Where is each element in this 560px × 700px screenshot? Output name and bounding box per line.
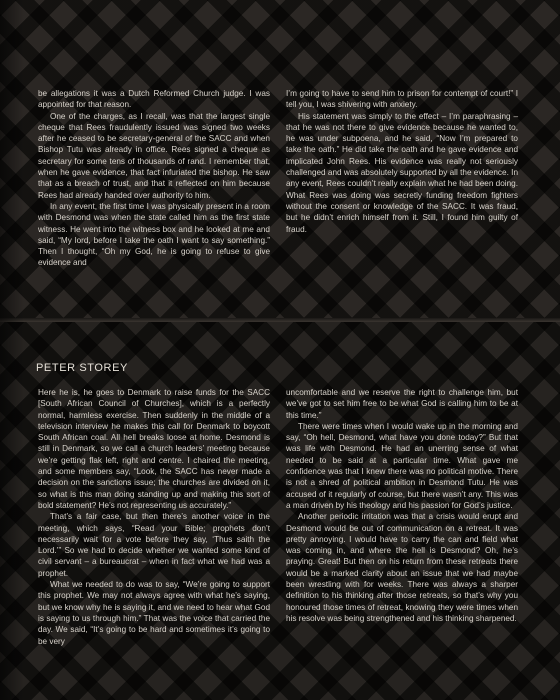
paragraph: There were times when I would wake up in the morning and say, “Oh hell, Desmond, what have you done today?” But that was life with Desmond. He had an unerring sense of what needed to be said at a particular time. What gave me confidence was that I knew there was no political motive. There is not a shred of political ambition in Desmond Tutu. He was accused of it regularly of course, but there wasn’t any. This was a man driven by his theology and his passion for God’s justice. <box>286 421 518 510</box>
book-spine-shadow <box>0 0 24 700</box>
paragraph: Another periodic irritation was that a crisis would erupt and Desmond would be out of communication on a retreat. It was pretty annoying. I would have to carry the can and field what was coming in, and where the hell is Desmond? Oh, he’s praying. Great! But then on his return from these retreats there would be a marked clarity about an issue that we had maybe been wrestling with for weeks. There was always a sharper definition to his thinking after those retreats, so that’s why you honoured those times of retreat, knowing they were times when his resolve was being strengthened and his thinking sharpened. <box>286 512 518 623</box>
bottom-page-panel <box>0 322 560 700</box>
paragraph: Here he is, he goes to Denmark to raise funds for the SACC [South African Council of Churches], which is a perfectly normal, harmless exercise. Then suddenly in the middle of a television interview he makes this call for Denmark to boycott South African coal. All hell breaks loose at home. Desmond is still in Denmark, so we call a church leaders’ meeting because we’re getting flak left, right and centre. I chaired the meeting, and some members say, “Look, the SACC has never made a decision on the sanctions issue; the churches are divided on it, so what is this man doing standing up and making this sort of bold statement? He’s not representing us accurately.” <box>38 388 270 510</box>
paragraph: be allegations it was a Dutch Reformed Church judge. I was appointed for that reason. <box>38 89 270 110</box>
paragraph: uncomfortable and we reserve the right to challenge him, but we’ve got to set him free to be what God is calling him to be at this time.” <box>286 388 518 420</box>
paragraph: That’s a fair case, but then there’s another voice in the meeting, which says, “Read your Bible; prophets don’t necessarily wait for a vote before they say, ‘Thus saith the Lord.’” So we had to decide whether we wanted some kind of civil servant – a bureaucrat – when in fact what we had was a prophet. <box>38 512 270 578</box>
paragraph: His statement was simply to the effect – I’m paraphrasing – that he was not there to give evidence because he wanted to, he was under subpoena, and he said, “Now I’m prepared to take the oath.” He did take the oath and he gave evidence and implicated John Rees. His evidence was really not seriously challenged and was absolutely supported by all the evidence. In any event, Rees couldn’t really explain what he had been doing. What Rees was doing was secretly funding freedom fighters without the consent or knowledge of the SACC. It was fraud, but he didn’t enrich himself from it. Still, I found him guilty of fraud. <box>286 111 518 234</box>
bottom-left-column <box>38 387 270 647</box>
paragraph: What we needed to do was to say, “We’re going to support this prophet. We may not always agree with what he’s saying, but we know why he is saying it, and we need to hear what God is saying to us through him.” That was the voice that carried the day. We said, “It’s going to be hard and sometimes it’s going to be very <box>38 580 270 646</box>
paragraph: I’m going to have to send him to prison for contempt of court!” I tell you, I was shivering with anxiety. <box>286 89 518 110</box>
top-page-panel <box>0 0 560 322</box>
top-right-column <box>286 88 518 235</box>
paragraph: One of the charges, as I recall, was that the largest single cheque that Rees fraudulently issued was signed two weeks after he ceased to be secretary-general of the SACC and when Bishop Tutu was already in office. Rees signed a cheque as secretary for some tens of thousands of rand. I remember that, when he gave evidence, that fact infuriated the bishop. He saw that as a breach of trust, and that it reflected on him because Rees had already handed over authority to him. <box>38 111 270 200</box>
section-heading: PETER STOREY <box>36 362 128 374</box>
paragraph: In any event, the first time I was physically present in a room with Desmond was when the state called him as the first state witness. He went into the witness box and he looked at me and said, “My lord, before I take the oath I want to say something.” Then I thought, “Oh my God, he is going to refuse to give evidence and <box>38 201 270 268</box>
top-left-column <box>38 88 270 269</box>
bottom-right-column <box>286 387 518 624</box>
